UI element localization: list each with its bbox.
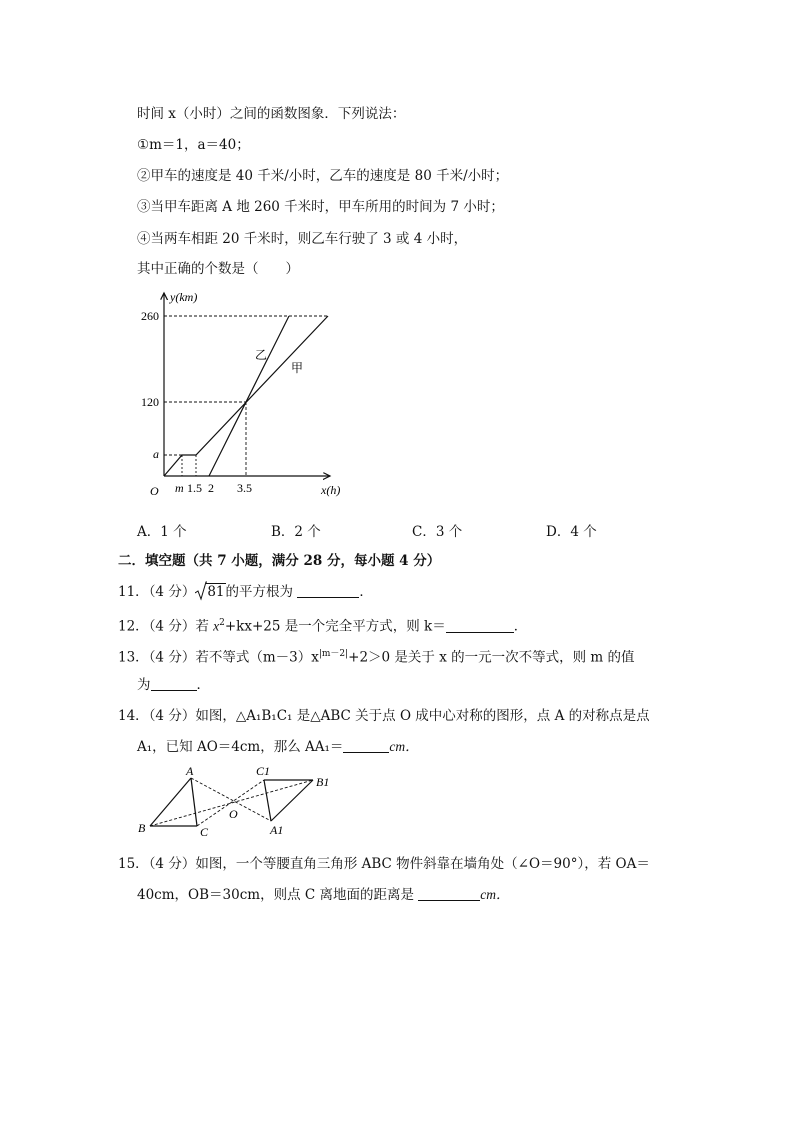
statement-2: ②甲车的速度是 40 千米/小时，乙车的速度是 80 千米/小时； xyxy=(137,168,509,184)
question-number: 13． xyxy=(118,649,149,666)
y-axis-label: y(km) xyxy=(170,290,198,304)
score-label: （4 分）若 xyxy=(148,618,214,635)
section-heading: 二．填空题（共 7 小题，满分 28 分，每小题 4 分） xyxy=(118,553,441,569)
series-yi-label: 乙 xyxy=(255,348,268,362)
question-number: 15． xyxy=(118,856,149,872)
x-tick-2: 2 xyxy=(208,481,214,495)
question-end: ． xyxy=(513,618,528,635)
question-15 xyxy=(118,855,650,873)
series-yi-line xyxy=(209,316,289,476)
question-14-line2 xyxy=(137,738,419,756)
question-text: （4 分）如图，△A₁B₁C₁ 是△ABC 关于点 O 成中心对称的图形，点 A 的对称点是点 xyxy=(148,708,650,724)
point-a1-label: A1 xyxy=(270,823,284,837)
option-d: D．4 个 xyxy=(546,524,597,540)
x-tick-3.5: 3.5 xyxy=(237,481,252,495)
statement-3: ③当甲车距离 A 地 260 千米时，甲车所用的时间为 7 小时； xyxy=(137,199,504,215)
unit: cm． xyxy=(480,887,510,902)
question-13-line2 xyxy=(137,676,210,694)
question-prompt: 其中正确的个数是（ ） xyxy=(137,261,299,277)
radicand: 81 xyxy=(207,584,225,600)
answer-blank[interactable] xyxy=(343,738,389,753)
question-number: 12． xyxy=(118,618,149,635)
answer-blank[interactable] xyxy=(151,676,197,691)
question-number: 14． xyxy=(118,708,149,724)
y-tick-260: 260 xyxy=(141,309,159,323)
point-a-label: A xyxy=(186,764,194,778)
exponent: |m－2| xyxy=(318,649,349,659)
question-14 xyxy=(118,707,650,725)
point-c1-label: C1 xyxy=(256,764,271,778)
question-13 xyxy=(118,645,635,667)
question-text: （4 分）若不等式（m－3）x xyxy=(148,649,319,666)
question-12 xyxy=(118,614,527,636)
x-tick-1.5: 1.5 xyxy=(187,481,202,495)
question-15-line2 xyxy=(137,886,510,904)
question-end: ． xyxy=(359,584,373,600)
origin-label: O xyxy=(150,484,159,498)
statement-4: ④当两车相距 20 千米时，则乙车行驶了 3 或 4 小时， xyxy=(137,231,468,247)
question-text-cont: +2＞0 是关于 x 的一元一次不等式，则 m 的值 xyxy=(348,649,635,666)
point-b-label: B xyxy=(138,821,146,835)
series-jia-label: 甲 xyxy=(291,361,304,375)
point-o-label: O xyxy=(229,807,238,821)
x-axis-label: x(h) xyxy=(321,483,341,497)
x-tick-m: m xyxy=(175,481,184,495)
question-text: （4 分）如图，一个等腰直角三角形 ABC 物件斜靠在墙角处（∠O＝90°），若 OA＝ xyxy=(148,856,650,872)
question-number: 11． xyxy=(118,584,149,600)
answer-blank[interactable] xyxy=(297,583,359,598)
point-b1-label: B1 xyxy=(316,775,330,789)
question-text: 40cm，OB＝30cm，则点 C 离地面的距离是 xyxy=(137,887,414,903)
y-tick-a: a xyxy=(153,447,159,461)
statement-1: ①m＝1，a＝40； xyxy=(137,137,250,153)
y-tick-120: 120 xyxy=(141,395,159,409)
score-label: （4 分） xyxy=(148,584,196,600)
question-11 xyxy=(118,583,373,601)
option-c: C．3 个 xyxy=(412,524,463,540)
question-text: A₁，已知 AO＝4cm，那么 AA₁＝ xyxy=(137,739,344,755)
question-end: ． xyxy=(196,677,210,693)
question-text: 的平方根为 xyxy=(225,584,294,600)
question-text: +kx+25 是一个完全平方式，则 k＝ xyxy=(224,618,446,635)
answer-blank[interactable] xyxy=(418,886,480,901)
point-c-label: C xyxy=(200,825,209,839)
exponent: 2 xyxy=(219,618,225,628)
question-text: 为 xyxy=(137,677,151,693)
option-b: B．2 个 xyxy=(271,524,321,540)
var-x: x xyxy=(213,618,220,634)
radical-sign-icon xyxy=(195,581,207,601)
unit: cm． xyxy=(389,739,419,754)
symmetry-figure xyxy=(135,760,335,840)
radical-expression xyxy=(195,583,225,601)
function-graph xyxy=(140,285,360,500)
answer-blank[interactable] xyxy=(446,618,514,633)
option-a: A．1 个 xyxy=(137,524,187,540)
question-stem-line: 时间 x（小时）之间的函数图象．下列说法： xyxy=(137,106,406,122)
